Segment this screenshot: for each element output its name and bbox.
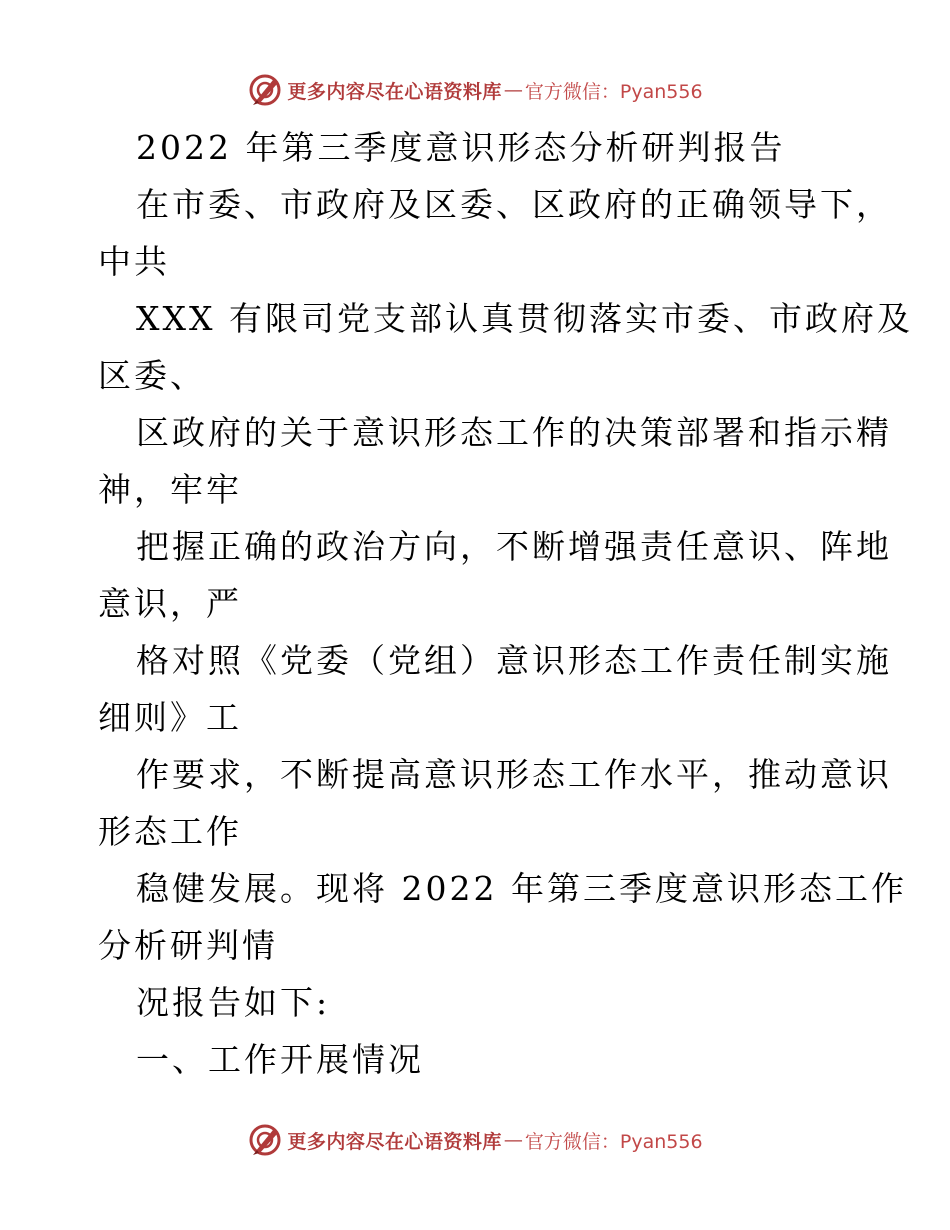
body-line: 作要求，不断提高意识形态工作水平，推动意识 [136,755,892,794]
body-line: 形态工作 [98,812,242,851]
banner-separator: — [503,79,523,101]
body-line: 意识，严 [98,584,242,623]
body-line: 在市委、市政府及区委、区政府的正确领导下， [136,185,892,224]
body-line: 细则》工 [98,698,242,737]
body-line: 格对照《党委（党组）意识形态工作责任制实施 [136,641,892,680]
banner-slogan: 更多内容尽在心语资料库 [287,80,502,103]
body-line: 区政府的关于意识形态工作的决策部署和指示精 [136,413,892,452]
pen-logo-icon [247,1122,283,1158]
body-line: 中共 [98,242,170,281]
banner-contact: 官方微信：Pyan556 [524,1130,703,1153]
body-line: 稳健发展。现将 2022 年第三季度意识形态工作 [136,869,907,908]
banner-separator: — [503,1129,523,1151]
body-line: 把握正确的政治方向，不断增强责任意识、阵地 [136,527,892,566]
document-title: 2022 年第三季度意识形态分析研判报告 [136,128,786,167]
body-line: 分析研判情 [98,926,278,965]
header-watermark-banner [0,70,950,110]
banner-contact: 官方微信：Pyan556 [524,80,703,103]
pen-logo-icon [247,72,283,108]
banner-slogan: 更多内容尽在心语资料库 [287,1130,502,1153]
body-line: 况报告如下: [136,983,331,1022]
footer-watermark-banner [0,1120,950,1160]
body-line: XXX 有限司党支部认真贯彻落实市委、市政府及 [136,299,913,338]
body-line: 区委、 [98,356,206,395]
section-heading: 一、工作开展情况 [136,1040,424,1079]
body-line: 神，牢牢 [98,470,242,509]
